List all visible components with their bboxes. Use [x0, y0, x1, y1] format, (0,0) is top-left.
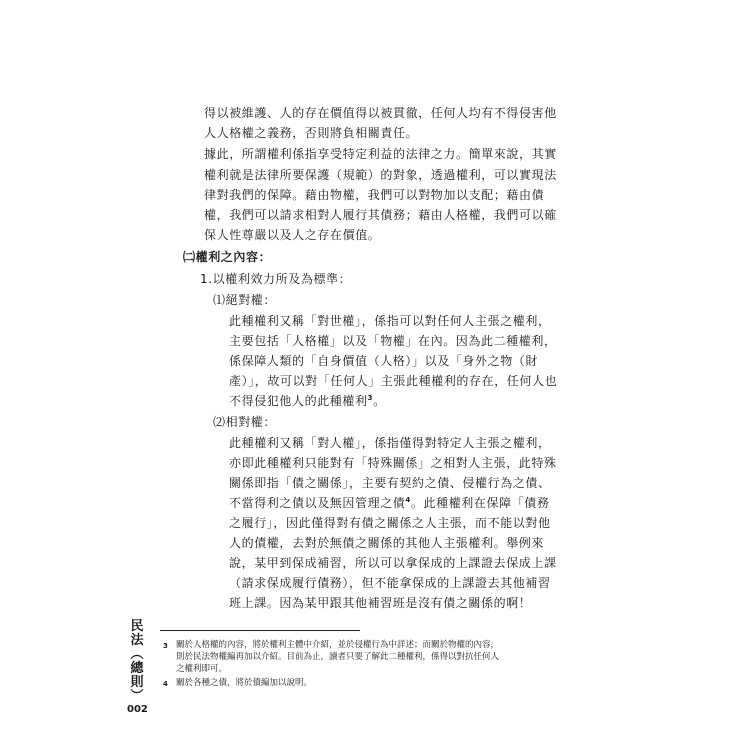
- footnote-line: 之權利即可。: [176, 664, 228, 674]
- text-line: 班上課。因為某甲跟其他補習班是沒有債之關係的啊！: [229, 596, 532, 610]
- text-line: 之履行」，因此僅得對有債之關係之人主張，而不能以對他: [229, 516, 551, 530]
- section-heading: ㈡權利之內容：: [183, 250, 272, 264]
- footnote-divider: [160, 630, 360, 631]
- text-segment: 不當得利之債以及無因管理之債: [229, 496, 406, 510]
- text-line: 產）」，故可以對「任何人」主張此種權利的存在，任何人也: [229, 374, 558, 388]
- book-title-char: 法: [130, 633, 144, 648]
- text-line: 據此，所謂權利係指享受特定利益的法律之力。簡單來說，其實: [204, 147, 557, 161]
- text-line: 保人性尊嚴以及人之存在價值。: [204, 228, 381, 242]
- text-segment: 。: [373, 394, 386, 408]
- text-line: （請求保成履行債務），但不能拿保成的上課證去其他補習: [229, 576, 551, 590]
- book-title-char: ︵: [130, 647, 144, 662]
- subsection-heading: 1.以權利效力所及為標準：: [200, 272, 352, 286]
- text-line: 權，我們可以請求相對人履行其債務；藉由人格權，我們可以確: [204, 208, 557, 222]
- text-segment: 。此種權利在保障「債務: [410, 496, 550, 510]
- page-number: 002: [127, 704, 148, 715]
- footnote-ref: 3: [367, 394, 374, 402]
- text-line: 得以被維護、人的存在價值得以被貫徹，任何人均有不得侵害他: [204, 106, 557, 120]
- text-line: 人人格權之義務，否則將負相關責任。: [204, 126, 419, 140]
- text-line: 權利就是法律所要保護（規範）的對象，透過權利，可以實現法: [204, 168, 557, 182]
- footnote-number: 4: [163, 680, 168, 688]
- text-line: 關係即指「債之關係」，主要有契約之債、侵權行為之債、: [229, 476, 551, 490]
- text-segment: 不得侵犯他人的此種權利: [229, 394, 368, 408]
- book-title-char: 則: [130, 675, 144, 690]
- text-line: 係保障人類的「自身價值（人格）」以及「身外之物（財: [229, 354, 539, 368]
- text-line: 主要包括「人格權」以及「物權」在內。因為此二種權利，: [229, 334, 557, 348]
- book-title-char: ︶: [130, 689, 144, 704]
- text-line: 律對我們的保障。藉由物權，我們可以對物加以支配；藉由債: [204, 188, 545, 202]
- text-line: [229, 494, 550, 511]
- text-line: 此種權利又稱「對人權」，係指僅得對特定人主張之權利，: [229, 436, 551, 450]
- footnote-line: 關於人格權的內容，將於權利主體中介紹，並於侵權行為中詳述；而關於物權的內容，: [176, 640, 500, 650]
- text-line: 此種權利又稱「對世權」，係指可以對任何人主張之權利，: [229, 314, 551, 328]
- book-title: [128, 620, 146, 704]
- footnote-line: 則於民法物權編再加以介紹。目前為止，讀者只要了解此二種權利，係得以對抗任何人: [176, 652, 500, 662]
- book-title-char: 總: [130, 661, 144, 676]
- text-line: 亦即此種權利只能對有「特殊關係」之相對人主張，此特殊: [229, 456, 557, 470]
- text-line: [229, 392, 386, 409]
- text-line: 人的債權，去對於無債之關係的其他人主張權利。舉例來: [229, 536, 545, 550]
- footnote-ref: 4: [405, 496, 411, 504]
- text-line: 說，某甲到保成補習，所以可以拿保成的上課證去保成上課: [229, 556, 557, 570]
- footnote-line: 關於各種之債，將於債編加以說明。: [176, 678, 313, 688]
- item-heading-relative-right: ⑵相對權：: [213, 415, 277, 429]
- item-heading-absolute-right: ⑴絕對權：: [213, 293, 277, 307]
- footnote-number: 3: [163, 642, 168, 650]
- book-title-char: 民: [130, 619, 144, 634]
